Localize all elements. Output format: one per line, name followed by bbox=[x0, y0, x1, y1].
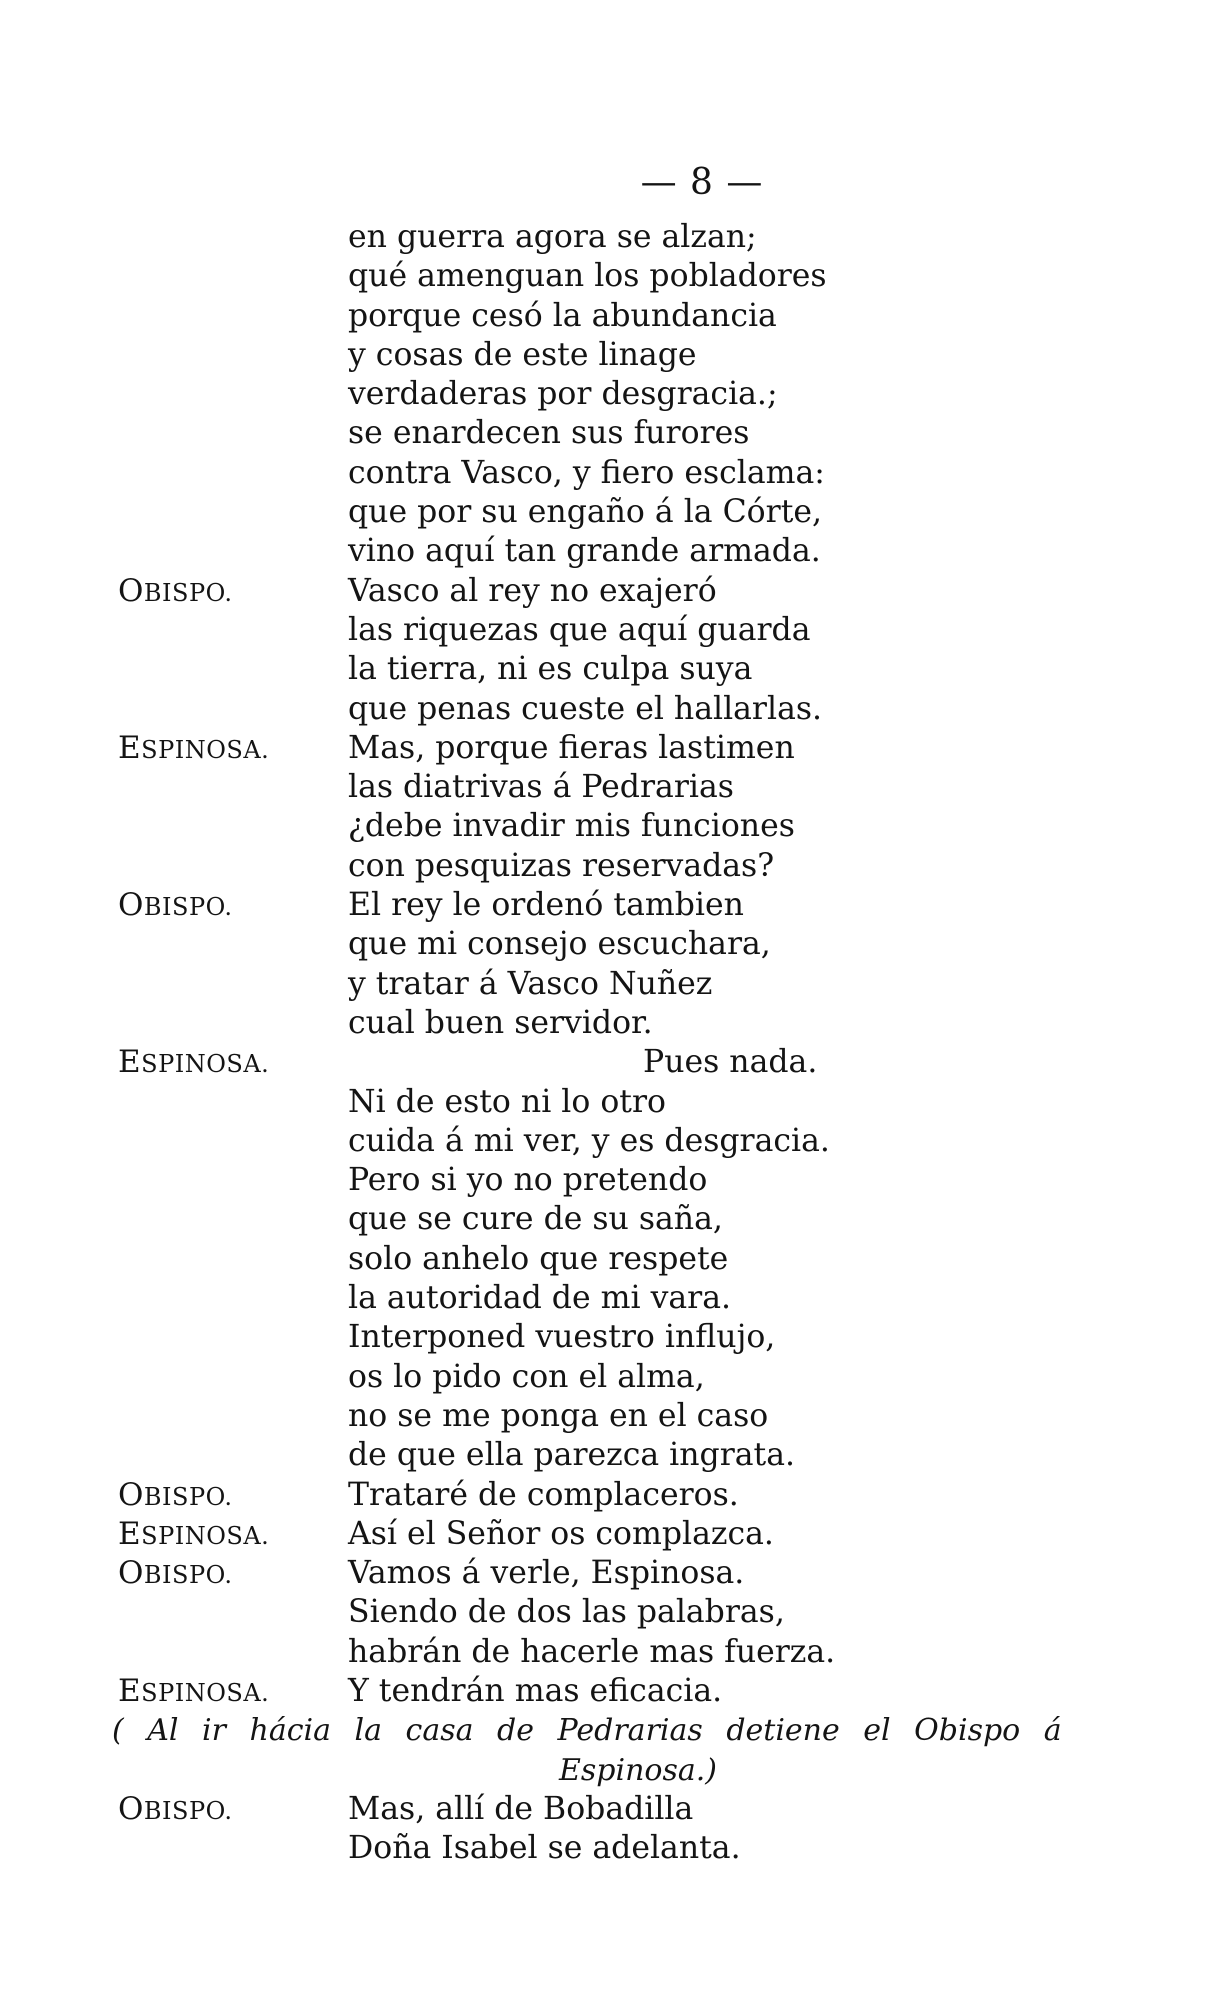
verse-text: El rey le ordenó tambien bbox=[348, 887, 744, 924]
speaker-name: OBISPO. bbox=[118, 1555, 233, 1592]
verse-line bbox=[0, 1476, 1214, 1515]
verse-line bbox=[0, 925, 1214, 964]
verse-line bbox=[0, 572, 1214, 611]
verse-line bbox=[0, 257, 1214, 296]
speaker-name: ESPINOSA. bbox=[118, 1672, 270, 1709]
verse-text: Mas, porque fieras lastimen bbox=[348, 729, 795, 766]
verse-line bbox=[0, 1593, 1214, 1632]
verse-text: Siendo de dos las palabras, bbox=[348, 1594, 785, 1631]
verse-text: Y tendrán mas eficacia. bbox=[348, 1672, 723, 1709]
verse-text: Doña Isabel se adelanta. bbox=[348, 1830, 741, 1867]
verse-text: que se cure de su saña, bbox=[348, 1201, 723, 1238]
speaker-name: OBISPO. bbox=[118, 572, 233, 609]
verse-line bbox=[0, 1004, 1214, 1043]
verse-line bbox=[0, 1397, 1214, 1436]
verse-line bbox=[0, 690, 1214, 729]
verse-line bbox=[0, 1240, 1214, 1279]
verse-line bbox=[0, 807, 1214, 846]
stage-direction bbox=[0, 1751, 1214, 1790]
verse-line bbox=[0, 336, 1214, 375]
verse-text: Ni de esto ni lo otro bbox=[348, 1083, 666, 1120]
verse-text: habrán de hacerle mas fuerza. bbox=[348, 1633, 836, 1670]
verse-text: en guerra agora se alzan; bbox=[348, 219, 757, 255]
verse-line bbox=[0, 1083, 1214, 1122]
verse-text: se enardecen sus furores bbox=[348, 415, 750, 452]
speaker-name: OBISPO. bbox=[118, 1476, 233, 1513]
verse-text: verdaderas por desgracia.; bbox=[348, 376, 778, 413]
verse-text: de que ella parezca ingrata. bbox=[348, 1437, 795, 1474]
verse-text: Vamos á verle, Espinosa. bbox=[348, 1555, 745, 1592]
verse-line bbox=[0, 1554, 1214, 1593]
stage-direction-line-1: ( Al ir hácia la casa de Pedrarias detiene el Obispo á bbox=[112, 1713, 1062, 1749]
verse-text: Pero si yo no pretendo bbox=[348, 1162, 708, 1199]
verse-line bbox=[0, 1279, 1214, 1318]
verse-line bbox=[0, 532, 1214, 571]
verse-text: porque cesó la abundancia bbox=[348, 297, 777, 334]
verse-text: y tratar á Vasco Nuñez bbox=[348, 965, 713, 1002]
verse-text: y cosas de este linage bbox=[348, 336, 697, 373]
verse-text: ¿debe invadir mis funciones bbox=[348, 808, 795, 845]
verse-line bbox=[0, 1318, 1214, 1357]
speaker-name: OBISPO. bbox=[118, 887, 233, 924]
verse-text: que penas cueste el hallarlas. bbox=[348, 690, 823, 727]
verse-text: qué amenguan los pobladores bbox=[348, 258, 827, 295]
stage-direction-line-2: Espinosa.) bbox=[559, 1752, 717, 1788]
verse-text: las riquezas que aquí guarda bbox=[348, 611, 811, 648]
speaker-name: OBISPO. bbox=[118, 1790, 233, 1827]
verse-text: las diatrivas á Pedrarias bbox=[348, 769, 734, 806]
verse-text: vino aquí tan grande armada. bbox=[348, 533, 821, 570]
verse-text: cuida á mi ver, y es desgracia. bbox=[348, 1122, 830, 1159]
verse-line bbox=[0, 886, 1214, 925]
verse-text: contra Vasco, y fiero esclama: bbox=[348, 454, 825, 491]
verse-line bbox=[0, 729, 1214, 768]
play-text bbox=[0, 218, 1214, 1868]
verse-text: la tierra, ni es culpa suya bbox=[348, 651, 753, 688]
verse-line bbox=[0, 768, 1214, 807]
verse-text: no se me ponga en el caso bbox=[348, 1397, 769, 1434]
verse-line bbox=[0, 414, 1214, 453]
verse-line bbox=[0, 1633, 1214, 1672]
verse-text: Trataré de complaceros. bbox=[348, 1476, 739, 1513]
stage-direction bbox=[0, 1711, 1214, 1750]
verse-line bbox=[0, 1672, 1214, 1711]
verse-text: que por su engaño á la Córte, bbox=[348, 494, 823, 531]
verse-line bbox=[0, 1790, 1214, 1829]
page-number: — 8 — bbox=[640, 162, 764, 203]
verse-text: os lo pido con el alma, bbox=[348, 1358, 705, 1395]
verse-text: cual buen servidor. bbox=[348, 1004, 653, 1041]
verse-text: que mi consejo escuchara, bbox=[348, 926, 771, 963]
verse-text: solo anhelo que respete bbox=[348, 1240, 729, 1277]
verse-text: Interponed vuestro influjo, bbox=[348, 1319, 776, 1356]
verse-text: Mas, allí de Bobadilla bbox=[348, 1790, 694, 1827]
verse-line bbox=[0, 297, 1214, 336]
verse-line bbox=[0, 493, 1214, 532]
verse-text: con pesquizas reservadas? bbox=[348, 847, 775, 884]
verse-text: Así el Señor os complazca. bbox=[348, 1515, 774, 1552]
verse-line bbox=[0, 965, 1214, 1004]
verse-line bbox=[0, 650, 1214, 689]
verse-line bbox=[0, 375, 1214, 414]
speaker-name: ESPINOSA. bbox=[118, 1044, 270, 1081]
verse-line bbox=[0, 1200, 1214, 1239]
verse-text: la autoridad de mi vara. bbox=[348, 1280, 732, 1317]
verse-line bbox=[0, 1122, 1214, 1161]
verse-text: Vasco al rey no exajeró bbox=[348, 572, 717, 609]
verse-line bbox=[0, 218, 1214, 257]
speaker-name: ESPINOSA. bbox=[118, 1515, 270, 1552]
speaker-name: ESPINOSA. bbox=[118, 729, 270, 766]
verse-line bbox=[0, 1436, 1214, 1475]
verse-line bbox=[0, 1829, 1214, 1868]
verse-line bbox=[0, 611, 1214, 650]
verse-text: Pues nada. bbox=[643, 1044, 818, 1081]
verse-line bbox=[0, 1043, 1214, 1082]
verse-line bbox=[0, 1358, 1214, 1397]
verse-line bbox=[0, 1515, 1214, 1554]
verse-line bbox=[0, 1161, 1214, 1200]
verse-line bbox=[0, 454, 1214, 493]
verse-line bbox=[0, 847, 1214, 886]
